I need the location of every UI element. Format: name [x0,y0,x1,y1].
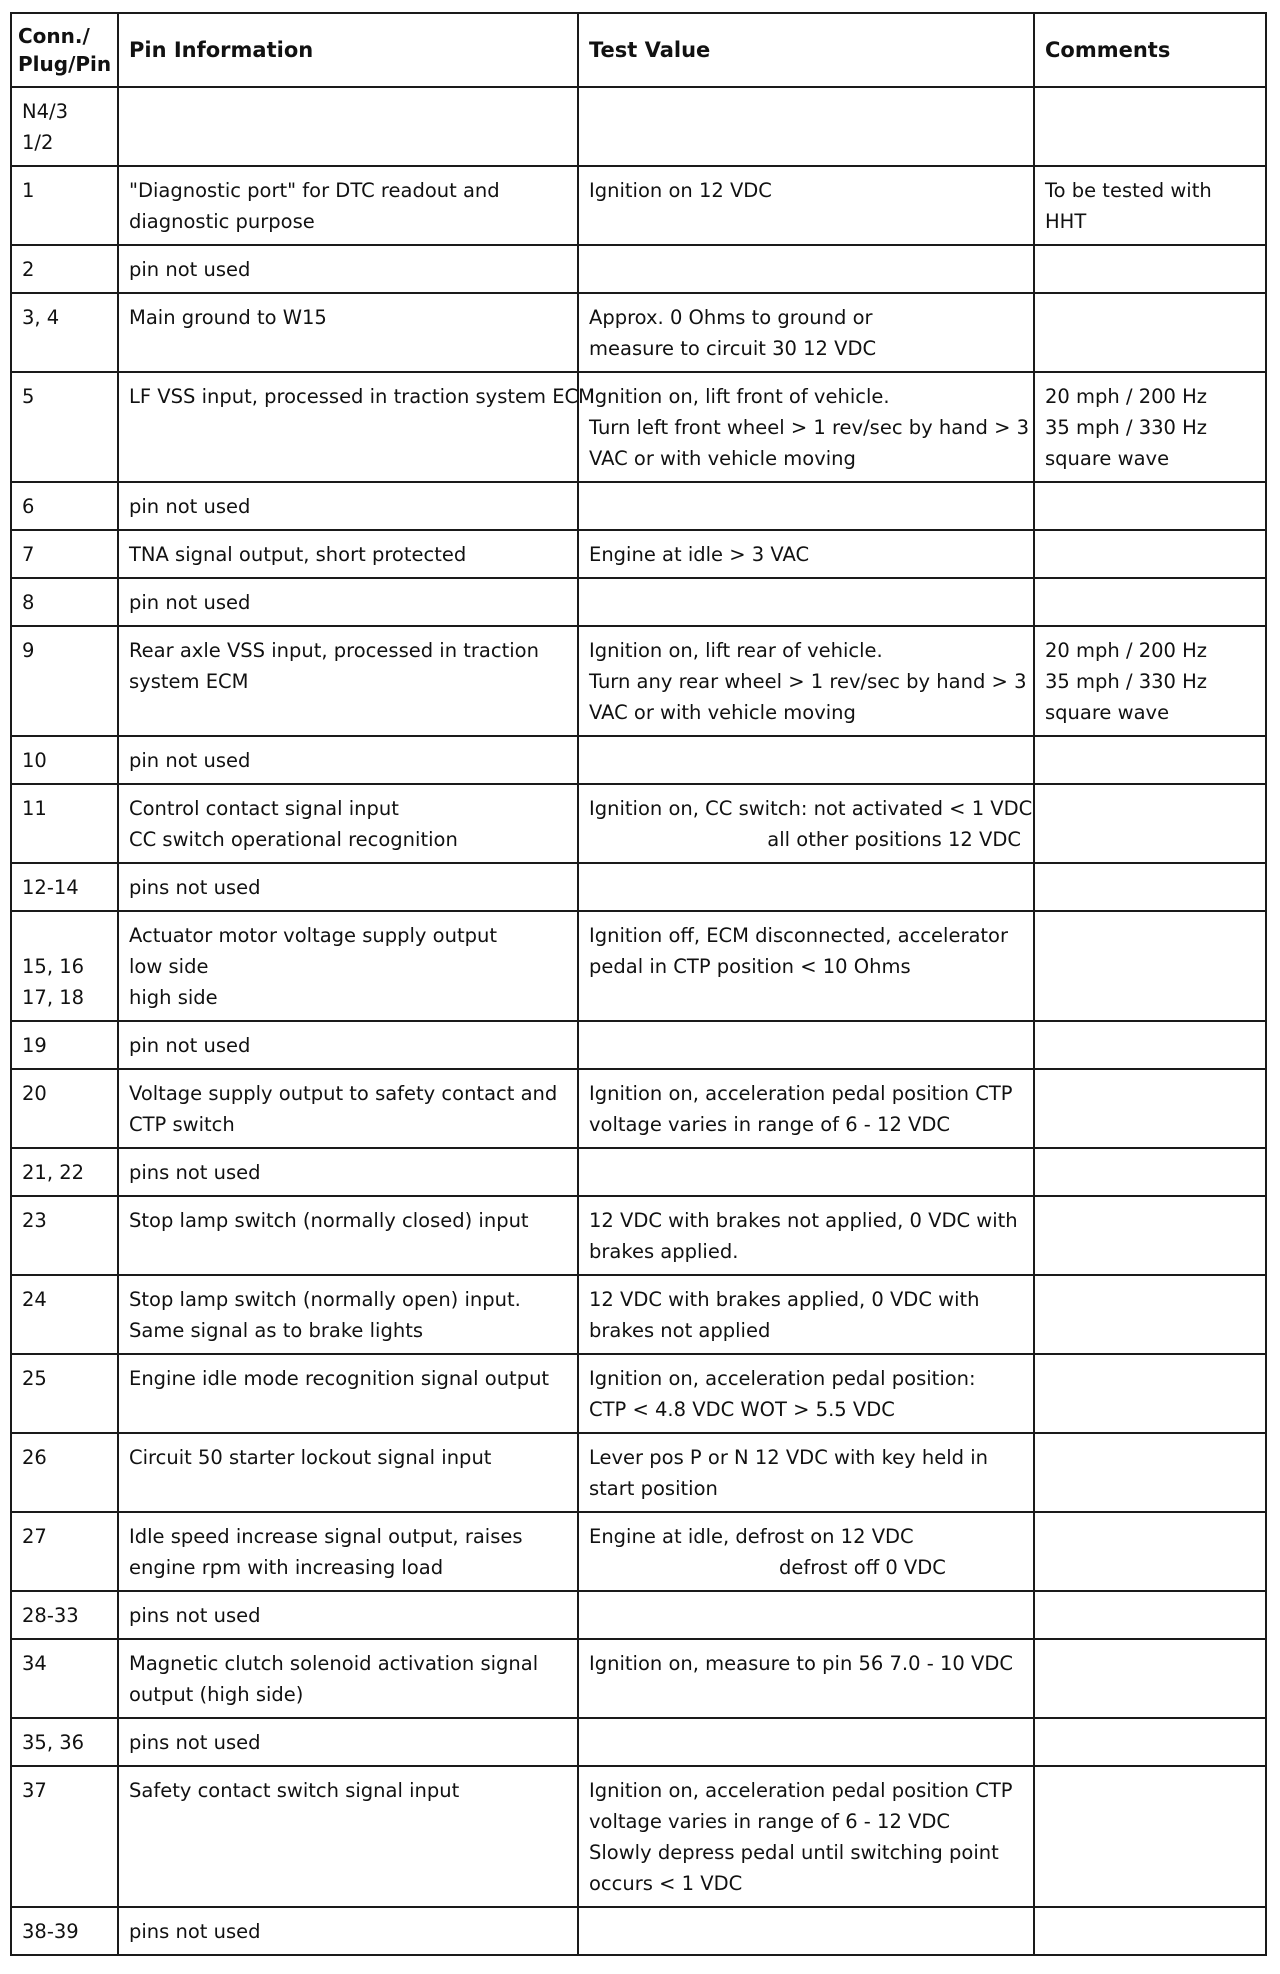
info-line: Voltage supply output to safety contact and [129,1082,558,1105]
conn-cell [11,863,118,911]
comments-cell [1034,911,1266,1021]
table-row [11,166,1266,245]
pin-info-cell [118,1148,578,1196]
pin-info-cell [118,1069,578,1148]
test-value-cell [578,1433,1034,1512]
test-line: brakes not applied [589,1319,771,1342]
info-line: pin not used [129,258,251,281]
pin-info-cell [118,1766,578,1907]
conn-line: 10 [22,749,47,772]
comments-cell [1034,1354,1266,1433]
table-row [11,911,1266,1021]
header-comments: Comments [1034,13,1266,87]
comments-cell [1034,1512,1266,1591]
comments-cell [1034,530,1266,578]
conn-cell [11,1275,118,1354]
comments-cell [1034,1591,1266,1639]
table-row [11,784,1266,863]
table-row [11,87,1266,166]
comments-cell [1034,863,1266,911]
test-line: Ignition on, CC switch: not activated < 1 VDC [589,797,1033,820]
table-row [11,1275,1266,1354]
info-line: Actuator motor voltage supply output [129,924,497,947]
comments-cell [1034,166,1266,245]
info-line: low side [129,955,209,978]
conn-line: 17, 18 [22,986,85,1009]
table-row [11,1069,1266,1148]
conn-line: 2 [22,258,35,281]
comments-cell [1034,626,1266,736]
conn-line [22,920,107,951]
test-value-cell [578,372,1034,482]
conn-cell [11,1718,118,1766]
info-line: Engine idle mode recognition signal output [129,1367,550,1390]
info-line: pins not used [129,1604,261,1627]
conn-cell [11,1907,118,1955]
conn-cell [11,482,118,530]
conn-line: N4/3 [22,100,68,123]
table-row [11,578,1266,626]
comments-line: 20 mph / 200 Hz [1045,639,1208,662]
table-row [11,1354,1266,1433]
test-line: Ignition on, measure to pin 56 7.0 - 10 VDC [589,1652,1013,1675]
table-row [11,1718,1266,1766]
pin-info-cell [118,166,578,245]
test-value-cell [578,530,1034,578]
comments-cell [1034,784,1266,863]
conn-cell [11,87,118,166]
info-line: pins not used [129,1161,261,1184]
comments-cell [1034,1196,1266,1275]
table-row [11,1433,1266,1512]
pin-info-cell [118,482,578,530]
conn-line: 11 [22,797,47,820]
info-line: TNA signal output, short protected [129,543,467,566]
conn-line: 27 [22,1525,47,1548]
test-line: Ignition on 12 VDC [589,179,772,202]
test-value-cell [578,911,1034,1021]
test-line: Ignition on, acceleration pedal position: [589,1367,976,1390]
info-line: pin not used [129,749,251,772]
info-line: Rear axle VSS input, processed in traction [129,639,539,662]
pin-test-table [10,12,1267,1956]
info-line: engine rpm with increasing load [129,1556,444,1579]
test-line: Approx. 0 Ohms to ground or [589,306,873,329]
comments-cell [1034,372,1266,482]
test-value-cell [578,1639,1034,1718]
conn-cell [11,1354,118,1433]
header-test-value: Test Value [578,13,1034,87]
conn-line: 6 [22,495,35,518]
info-line: Idle speed increase signal output, raises [129,1525,523,1548]
table-row [11,1639,1266,1718]
pin-info-cell [118,1021,578,1069]
conn-cell [11,1591,118,1639]
comments-cell [1034,1907,1266,1955]
test-line: CTP < 4.8 VDC WOT > 5.5 VDC [589,1398,895,1421]
test-line: voltage varies in range of 6 - 12 VDC [589,1810,951,1833]
conn-cell [11,1766,118,1907]
comments-cell [1034,293,1266,372]
test-line: Engine at idle > 3 VAC [589,543,810,566]
info-line: Stop lamp switch (normally open) input. [129,1288,521,1311]
header-row [11,13,1266,87]
conn-line: 24 [22,1288,47,1311]
info-line: Stop lamp switch (normally closed) input [129,1209,529,1232]
test-value-cell [578,1718,1034,1766]
test-line: Ignition on, acceleration pedal position CTP [589,1779,1013,1802]
test-value-cell [578,1069,1034,1148]
comments-cell [1034,1021,1266,1069]
test-line: all other positions 12 VDC [767,828,1021,851]
conn-cell [11,1196,118,1275]
pin-info-cell [118,626,578,736]
test-value-cell [578,1512,1034,1591]
comments-cell [1034,1718,1266,1766]
conn-line: 1/2 [22,131,54,154]
comments-line: HHT [1045,210,1087,233]
comments-line: square wave [1045,447,1170,470]
conn-line: 5 [22,385,35,408]
table-row [11,626,1266,736]
conn-line: 3, 4 [22,306,60,329]
test-value-cell [578,1591,1034,1639]
pin-info-cell [118,1275,578,1354]
table-body [11,87,1266,1955]
pin-info-cell [118,1591,578,1639]
pin-info-cell [118,784,578,863]
test-value-cell [578,166,1034,245]
conn-cell [11,372,118,482]
test-value-cell [578,578,1034,626]
comments-cell [1034,245,1266,293]
test-line: measure to circuit 30 12 VDC [589,337,877,360]
table-row [11,293,1266,372]
test-value-cell [578,1021,1034,1069]
conn-cell [11,166,118,245]
conn-cell [11,1639,118,1718]
document-page [10,12,1265,1956]
comments-cell [1034,1639,1266,1718]
table-row [11,736,1266,784]
test-line: Ignition on, lift rear of vehicle. [589,639,883,662]
info-line: Circuit 50 starter lockout signal input [129,1446,492,1469]
pin-info-cell [118,1718,578,1766]
conn-line: 26 [22,1446,47,1469]
info-line: Safety contact switch signal input [129,1779,460,1802]
info-line: pins not used [129,876,261,899]
comments-cell [1034,736,1266,784]
comments-cell [1034,1148,1266,1196]
test-line: Ignition off, ECM disconnected, accelerator [589,924,1009,947]
test-line: defrost off 0 VDC [779,1556,946,1579]
table-row [11,1591,1266,1639]
pin-info-cell [118,530,578,578]
comments-cell [1034,482,1266,530]
conn-line: 9 [22,639,35,662]
test-value-cell [578,626,1034,736]
test-value-cell [578,1766,1034,1907]
info-line: Same signal as to brake lights [129,1319,423,1342]
conn-cell [11,578,118,626]
info-line: pin not used [129,591,251,614]
test-value-cell [578,1354,1034,1433]
test-line: 12 VDC with brakes applied, 0 VDC with [589,1288,980,1311]
test-line: Slowly depress pedal until switching point [589,1841,999,1864]
header-pin-info: Pin Information [118,13,578,87]
comments-line: 35 mph / 330 Hz [1045,416,1208,439]
pin-info-cell [118,736,578,784]
table-row [11,1021,1266,1069]
conn-line: 20 [22,1082,47,1105]
test-value-cell [578,245,1034,293]
comments-cell [1034,1433,1266,1512]
conn-cell [11,530,118,578]
info-line: diagnostic purpose [129,210,315,233]
conn-cell [11,1148,118,1196]
test-line: voltage varies in range of 6 - 12 VDC [589,1113,951,1136]
test-line: pedal in CTP position < 10 Ohms [589,955,911,978]
info-line: CTP switch [129,1113,235,1136]
test-value-cell [578,736,1034,784]
comments-line: 20 mph / 200 Hz [1045,385,1208,408]
conn-line: 19 [22,1034,47,1057]
conn-line: 7 [22,543,35,566]
pin-info-cell [118,87,578,166]
info-line: pins not used [129,1920,261,1943]
info-line: CC switch operational recognition [129,828,458,851]
table-row [11,1512,1266,1591]
conn-line: 15, 16 [22,955,85,978]
comments-cell [1034,87,1266,166]
test-line: VAC or with vehicle moving [589,447,856,470]
pin-info-cell [118,1196,578,1275]
conn-cell [11,784,118,863]
conn-cell [11,1069,118,1148]
table-row [11,530,1266,578]
conn-cell [11,911,118,1021]
info-line: pin not used [129,495,251,518]
conn-line: 12-14 [22,876,79,899]
conn-cell [11,1512,118,1591]
table-row [11,1196,1266,1275]
conn-line: 34 [22,1652,47,1675]
test-value-cell [578,1196,1034,1275]
info-line: high side [129,986,218,1009]
table-row [11,1148,1266,1196]
conn-line: 28-33 [22,1604,79,1627]
test-line: start position [589,1477,718,1500]
comments-cell [1034,578,1266,626]
test-line: Ignition on, acceleration pedal position CTP [589,1082,1013,1105]
comments-cell [1034,1069,1266,1148]
comments-line: To be tested with [1045,179,1212,202]
pin-info-cell [118,245,578,293]
test-value-cell [578,863,1034,911]
pin-info-cell [118,1639,578,1718]
info-line: pins not used [129,1731,261,1754]
comments-line: square wave [1045,701,1170,724]
comments-cell [1034,1766,1266,1907]
pin-info-cell [118,293,578,372]
table-row [11,1907,1266,1955]
table-row [11,372,1266,482]
info-line: output (high side) [129,1683,304,1706]
table-row [11,863,1266,911]
info-line: system ECM [129,670,249,693]
info-line: Magnetic clutch solenoid activation signal [129,1652,539,1675]
conn-line: 8 [22,591,35,614]
conn-line: 1 [22,179,35,202]
info-line: LF VSS input, processed in traction system ECM [129,385,595,408]
test-line: Ignition on, lift front of vehicle. [589,385,890,408]
pin-info-cell [118,911,578,1021]
test-value-cell [578,482,1034,530]
pin-info-cell [118,1433,578,1512]
table-row [11,482,1266,530]
conn-line: 38-39 [22,1920,79,1943]
conn-cell [11,1021,118,1069]
test-value-cell [578,1275,1034,1354]
test-line: Engine at idle, defrost on 12 VDC [589,1525,914,1548]
conn-cell [11,245,118,293]
pin-info-cell [118,1512,578,1591]
test-value-cell [578,87,1034,166]
test-line: brakes applied. [589,1240,739,1263]
header-conn: Conn./ Plug/Pin [11,13,118,87]
comments-line: 35 mph / 330 Hz [1045,670,1208,693]
test-line: VAC or with vehicle moving [589,701,856,724]
conn-cell [11,1433,118,1512]
info-line: Control contact signal input [129,797,399,820]
conn-line: 21, 22 [22,1161,85,1184]
comments-cell [1034,1275,1266,1354]
conn-cell [11,736,118,784]
info-line: "Diagnostic port" for DTC readout and [129,179,500,202]
table-row [11,245,1266,293]
test-line: 12 VDC with brakes not applied, 0 VDC with [589,1209,1018,1232]
test-line: Turn left front wheel > 1 rev/sec by hand > 3 [589,416,1030,439]
conn-line: 37 [22,1779,47,1802]
info-line: pin not used [129,1034,251,1057]
test-value-cell [578,784,1034,863]
test-value-cell [578,293,1034,372]
test-line: Lever pos P or N 12 VDC with key held in [589,1446,989,1469]
info-line: Main ground to W15 [129,306,327,329]
conn-cell [11,293,118,372]
pin-info-cell [118,372,595,482]
conn-cell [11,626,118,736]
conn-line: 35, 36 [22,1731,85,1754]
test-value-cell [578,1907,1034,1955]
table-row [11,1766,1266,1907]
pin-info-cell [118,1907,578,1955]
test-line: Turn any rear wheel > 1 rev/sec by hand > 3 [589,670,1027,693]
conn-line: 23 [22,1209,47,1232]
pin-info-cell [118,1354,578,1433]
test-value-cell [578,1148,1034,1196]
test-line: occurs < 1 VDC [589,1872,743,1895]
pin-info-cell [118,863,578,911]
pin-info-cell [118,578,578,626]
conn-line: 25 [22,1367,47,1390]
